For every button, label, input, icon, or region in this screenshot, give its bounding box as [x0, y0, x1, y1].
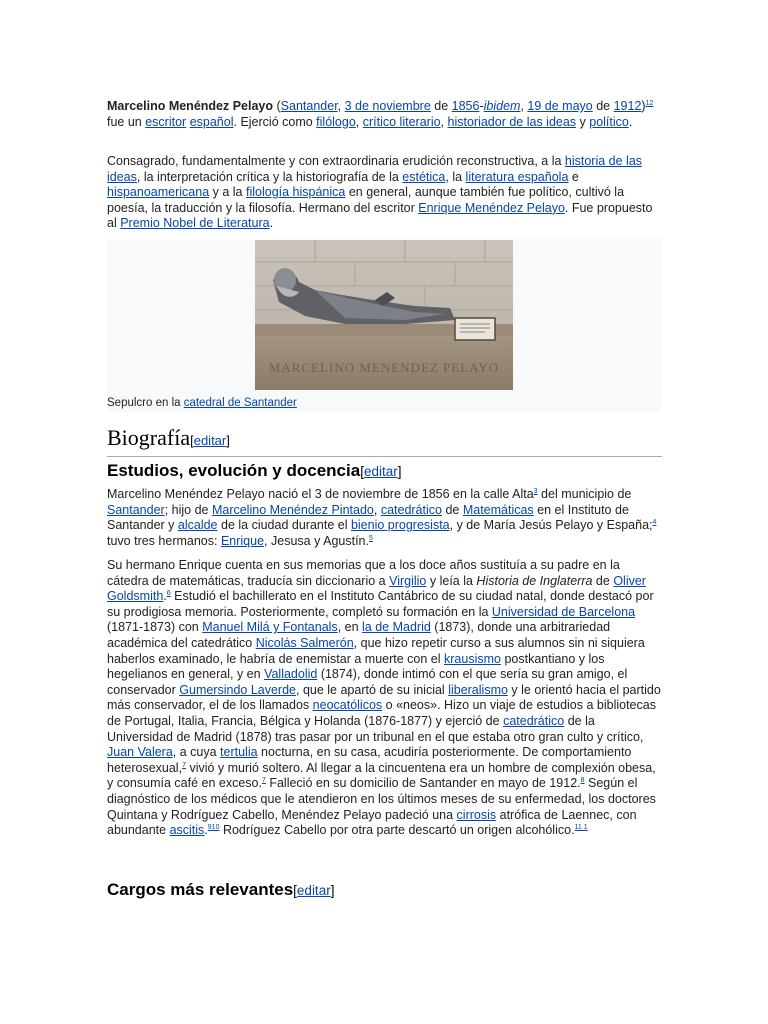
bracket: [	[293, 883, 297, 898]
link-literatura-espanola[interactable]: literatura española	[465, 169, 569, 184]
text: e	[568, 169, 579, 184]
text: . Fue propuesto al	[107, 200, 653, 231]
text: en general, aunque también fue político, cultivó la poesía, la traducción y la filosofía. Hermano del escritor	[107, 185, 625, 215]
link-hispanoamericana[interactable]: hispanoamericana	[107, 185, 210, 200]
link-catedratico[interactable]: catedrático	[503, 713, 565, 728]
text: y leía la	[426, 573, 477, 588]
figure-thumbnail	[107, 239, 662, 412]
link-politico[interactable]: político	[589, 114, 629, 129]
text: vivió y murió soltero. Al llegar a la cincuentena era un hombre de complexión obesa, y consumía café en exceso.	[107, 760, 656, 791]
link-liberalismo[interactable]: liberalismo	[448, 682, 508, 697]
sepulcro-image[interactable]	[255, 240, 513, 390]
link-santander[interactable]: Santander	[280, 99, 338, 113]
text: .	[163, 589, 167, 604]
link-universidad-barcelona[interactable]: Universidad de Barcelona	[491, 604, 636, 619]
text: , que le apartó de su inicial	[296, 682, 449, 697]
text: Rodríguez Cabello por otra parte descartó un origen alcohólico.	[219, 823, 575, 838]
link-matematicas[interactable]: Matemáticas	[462, 502, 534, 517]
sepulcro-illustration	[255, 240, 513, 390]
text: o «neos». Hizo un viaje de estudios a bibliotecas de Portugal, Italia, Francia, Bélgica y Holanda (1876-1877) y ejerció de	[107, 698, 656, 728]
text: (1871-1873) con	[107, 620, 203, 635]
edit-link[interactable]: editar	[296, 883, 331, 898]
subsection-heading-estudios	[107, 459, 402, 484]
text: en el Instituto de Santander y	[107, 502, 629, 533]
edit-section	[360, 464, 401, 479]
link-bienio-progresista[interactable]: bienio progresista	[350, 518, 450, 533]
text: de	[592, 99, 614, 113]
link-enrique-menendez-pelayo[interactable]: Enrique Menéndez Pelayo	[418, 200, 565, 215]
text: ; hijo de	[164, 502, 212, 517]
bracket: ]	[226, 433, 230, 448]
ref-link[interactable]: 4	[652, 519, 657, 527]
edit-link[interactable]: editar	[363, 464, 398, 479]
link-escritor[interactable]: escritor	[145, 114, 187, 129]
book-title: Historia de Inglaterra	[476, 573, 593, 588]
link-mila-fontanals[interactable]: Manuel Milá y Fontanals	[202, 620, 338, 635]
text: Estudió el bachillerato en el Instituto Cantábrico de su ciudad natal, donde destacó por su prodigiosa memoria. Posteriormente, completó su formación en la	[107, 589, 654, 619]
intro-second-paragraph	[107, 154, 663, 232]
link-alcalde[interactable]: alcalde	[177, 518, 218, 533]
link-historiador[interactable]: historiador de las ideas	[447, 114, 577, 129]
text: fue un	[107, 114, 146, 129]
text: , la	[445, 169, 466, 184]
text: , Jesusa y Agustín.	[264, 533, 369, 548]
text: . Ejerció como	[233, 114, 317, 129]
link-valladolid[interactable]: Valladolid	[264, 667, 318, 682]
bracket: [	[360, 464, 364, 479]
text: Falleció en su domicilio de Santander en mayo de 1912.	[265, 776, 581, 791]
ref-link[interactable]: 11​ 1	[574, 823, 588, 831]
text: .	[204, 823, 208, 838]
text: atrófica de Laennec, con abundante	[107, 807, 637, 838]
heading-text: Estudios, evolución y docencia	[107, 461, 361, 480]
text: del municipio de	[537, 487, 632, 501]
edit-section	[190, 433, 230, 448]
text: .	[269, 216, 274, 231]
text: y le orientó hacia el partido más conservador, el de los llamados	[107, 682, 661, 713]
link-neocatolicos[interactable]: neocatólicos	[312, 698, 383, 713]
text: nocturna, en su casa, acudiría posteriormente. De comportamiento heterosexual,	[107, 745, 632, 775]
text: Consagrado, fundamentalmente y con extraordinaria erudición reconstructiva, a la	[107, 154, 565, 168]
link-deathdate[interactable]: 19 de mayo	[527, 99, 593, 113]
link-nicolas-salmeron[interactable]: Nicolás Salmerón	[255, 635, 354, 650]
link-catedratico[interactable]: catedrático	[380, 502, 442, 517]
subsection-heading-cargos	[107, 878, 334, 903]
estudios-paragraph-2	[107, 558, 663, 839]
text: postkantiano y los hegelianos en general, y en	[107, 651, 605, 682]
text: Marcelino Menéndez Pelayo nació el 3 de noviembre de 1856 en la calle Alta	[107, 487, 534, 501]
edit-section	[293, 883, 334, 898]
figure-caption	[107, 397, 297, 409]
link-premio-nobel[interactable]: Premio Nobel de Literatura	[120, 216, 270, 231]
link-enrique[interactable]: Enrique	[220, 533, 265, 548]
link-la-de-madrid[interactable]: la de Madrid	[362, 620, 431, 635]
link-filologo[interactable]: filólogo	[316, 114, 356, 129]
link-gumersindo-laverde[interactable]: Gumersindo Laverde	[179, 682, 296, 697]
link-estetica[interactable]: estética	[402, 169, 446, 184]
link-deathyear[interactable]: 1912	[613, 99, 642, 113]
intro-paragraph: Marcelino Menéndez Pelayo (Santander, 3 de noviembre de 1856-ibidem, 19 de mayo de 1912)$^{12}$ fue un escritor español. Ejerció como filólogo, crítico literario, historiador de las ideas y político.	[107, 99, 654, 129]
text: ,	[373, 502, 381, 517]
text: Su hermano Enrique cuenta en sus memorias que a los doce años sustituía a su padre en la cátedra de matemáticas, traducía sin diccionario a	[107, 558, 620, 588]
edit-link[interactable]: editar	[193, 433, 227, 448]
text: , que hizo repetir curso a sus alumnos sin ni siquiera haberlos examinado, le habría de enemistar a muerte con el	[107, 635, 645, 666]
ref-link[interactable]: 7	[261, 777, 266, 785]
link-critico[interactable]: crítico literario	[362, 114, 441, 129]
link-santander[interactable]: Santander	[107, 502, 165, 517]
text: y a la	[209, 185, 246, 200]
text: , y de María Jesús Pelayo y España;	[449, 518, 653, 533]
text: .	[628, 114, 633, 129]
link-birthyear[interactable]: 1856	[451, 99, 480, 113]
text: , la interpretación crítica y la historiografía de la	[136, 169, 403, 184]
link-krausismo[interactable]: krausismo	[444, 651, 501, 666]
text: , en	[337, 620, 363, 635]
link-historia-ideas[interactable]: historia de las ideas	[107, 154, 643, 184]
text: de	[430, 99, 452, 113]
link-cirrosis[interactable]: cirrosis	[456, 807, 497, 822]
heading-text: Cargos más relevantes	[107, 880, 294, 899]
text: (1873), donde una arbitrariedad académica del catedrático	[107, 620, 611, 650]
text: de la ciudad durante el	[217, 518, 351, 533]
text: -	[479, 99, 484, 113]
ref-link[interactable]: 5	[368, 534, 373, 542]
link-catedral[interactable]: catedral de Santander	[183, 397, 297, 409]
text: de la Universidad de Madrid (1878) tras pasar por un tribunal en el que estaba otro gran culto y crítico,	[107, 713, 644, 744]
text: de	[592, 573, 614, 588]
link-juan-valera[interactable]: Juan Valera	[107, 745, 173, 760]
link-ascitis[interactable]: ascitis	[169, 823, 205, 838]
link-espanol[interactable]: español	[189, 114, 234, 129]
estudios-paragraph-1	[107, 487, 663, 549]
link-ibidem[interactable]: ibidem	[483, 99, 521, 113]
link-virgilio[interactable]: Virgilio	[389, 573, 427, 588]
link-tertulia[interactable]: tertulia	[220, 745, 258, 760]
ref-link[interactable]: 6	[166, 590, 171, 598]
text: tuvo tres hermanos:	[107, 533, 221, 548]
bracket: [	[190, 433, 194, 448]
link-birthdate[interactable]: 3 de noviembre	[344, 99, 431, 113]
link-oliver-goldsmith[interactable]: Oliver Goldsmith	[107, 573, 646, 604]
link-filologia-hispanica[interactable]: filología hispánica	[245, 185, 346, 200]
plaque-inscription: MARCELINO MENENDEZ PELAYO	[268, 360, 500, 375]
ref-link[interactable]: 8	[580, 777, 585, 785]
text: , a cuya	[172, 745, 221, 760]
text: de	[441, 502, 463, 517]
bracket: ]	[397, 464, 402, 479]
text: y	[576, 114, 590, 129]
ref-link[interactable]: 7	[182, 761, 186, 769]
text: Según el diagnóstico de los médicos que le atendieron en los últimos meses de su enfermedad, los doctores Quintana y Rodríguez Cabello, Menéndez Pelayo padeció una	[107, 776, 656, 822]
ref-link[interactable]: 12	[645, 99, 654, 107]
heading-text: Biografía	[107, 425, 191, 450]
ref-link[interactable]: 910	[207, 823, 220, 831]
bracket: ]	[330, 883, 335, 898]
text: (1874), donde intimó con el que sería su gran amigo, el conservador	[107, 667, 628, 697]
article-subject: Marcelino Menéndez Pelayo	[107, 99, 274, 113]
section-heading-biografia	[107, 424, 662, 457]
text: Sepulcro en la	[107, 397, 184, 409]
ref-link[interactable]: 3	[533, 487, 538, 495]
link-marcelino-menendez-pintado[interactable]: Marcelino Menéndez Pintado	[211, 502, 374, 517]
